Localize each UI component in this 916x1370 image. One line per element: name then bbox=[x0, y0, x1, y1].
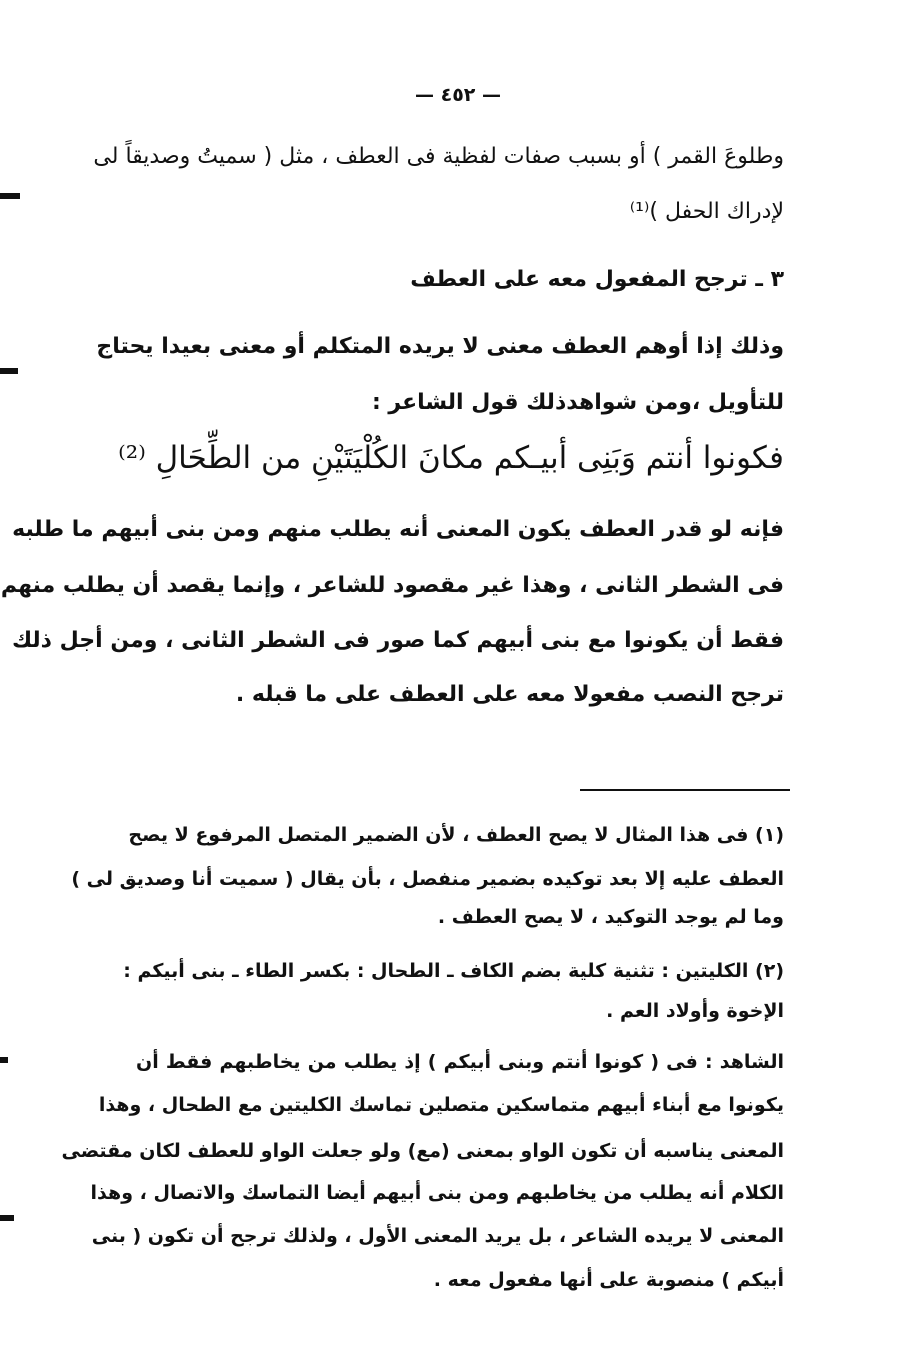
margin-mark bbox=[0, 1215, 14, 1221]
body-line: وطلوعَ القمر ) أو بسبب صفات لفظية فى العطف ، مثل ( سميتُ وصديقاً لى bbox=[93, 144, 784, 169]
footnote-separator bbox=[580, 789, 790, 791]
body-line: ترجح النصب مفعولا معه على العطف على ما قبله . bbox=[235, 682, 784, 707]
poetry-verse: فكونوا أنتم وَبَنِى أبيـكم مكانَ الكُلْيَتَيْنِ من الطِّحَالِ ⁽²⁾ bbox=[118, 440, 784, 476]
body-line: فإنه لو قدر العطف يكون المعنى أنه يطلب منهم ومن بنى أبيهم ما طلبه bbox=[12, 517, 784, 542]
footnote-line: الإخوة وأولاد العم . bbox=[606, 1000, 784, 1022]
footnote-line: يكونوا مع أبناء أبيهم متماسكين متصلين تماسك الكليتين مع الطحال ، وهذا bbox=[98, 1094, 784, 1116]
body-line: فقط أن يكونوا مع بنى أبيهم كما صور فى الشطر الثانى ، ومن أجل ذلك bbox=[11, 628, 784, 653]
page-number: — ٤٥٢ — bbox=[414, 84, 502, 106]
footnote-line: (١) فى هذا المثال لا يصح العطف ، لأن الضمير المتصل المرفوع لا يصح bbox=[128, 824, 784, 846]
body-line: وذلك إذا أوهم العطف معنى لا يريده المتكلم أو معنى بعيدا يحتاج bbox=[96, 334, 784, 359]
section-heading: ٣ ـ ترجح المفعول معه على العطف bbox=[410, 267, 784, 292]
footnote-line: المعنى يناسبه أن تكون الواو بمعنى (مع) ولو جعلت الواو للعطف لكان مقتضى bbox=[61, 1140, 784, 1162]
body-line: لإدراك الحفل )⁽¹⁾ bbox=[629, 199, 784, 224]
footnote-line: المعنى لا يريده الشاعر ، بل يريد المعنى الأول ، ولذلك ترجح أن تكون ( بنى bbox=[91, 1225, 784, 1247]
margin-mark bbox=[0, 1057, 8, 1063]
footnote-line: الشاهد : فى ( كونوا أنتم وبنى أبيكم ) إذ يطلب من يخاطبهم فقط أن bbox=[136, 1051, 784, 1073]
footnote-line: الكلام أنه يطلب من يخاطبهم ومن بنى أبيهم أيضا التماسك والاتصال ، وهذا bbox=[90, 1182, 784, 1204]
body-line: فى الشطر الثانى ، وهذا غير مقصود للشاعر ، وإنما يقصد أن يطلب منهم bbox=[0, 573, 784, 598]
margin-mark bbox=[0, 368, 18, 374]
margin-mark bbox=[0, 193, 20, 199]
body-line: للتأويل ،ومن شواهدذلك قول الشاعر : bbox=[371, 390, 784, 415]
footnote-line: وما لم يوجد التوكيد ، لا يصح العطف . bbox=[437, 906, 784, 928]
footnote-line: أبيكم ) منصوبة على أنها مفعول معه . bbox=[433, 1269, 784, 1291]
footnote-line: (٢) الكليتين : تثنية كلية بضم الكاف ـ الطحال : بكسر الطاء ـ بنى أبيكم : bbox=[123, 960, 784, 982]
footnote-line: العطف عليه إلا بعد توكيده بضمير منفصل ، بأن يقال ( سميت أنا وصديق لى ) bbox=[71, 868, 784, 890]
